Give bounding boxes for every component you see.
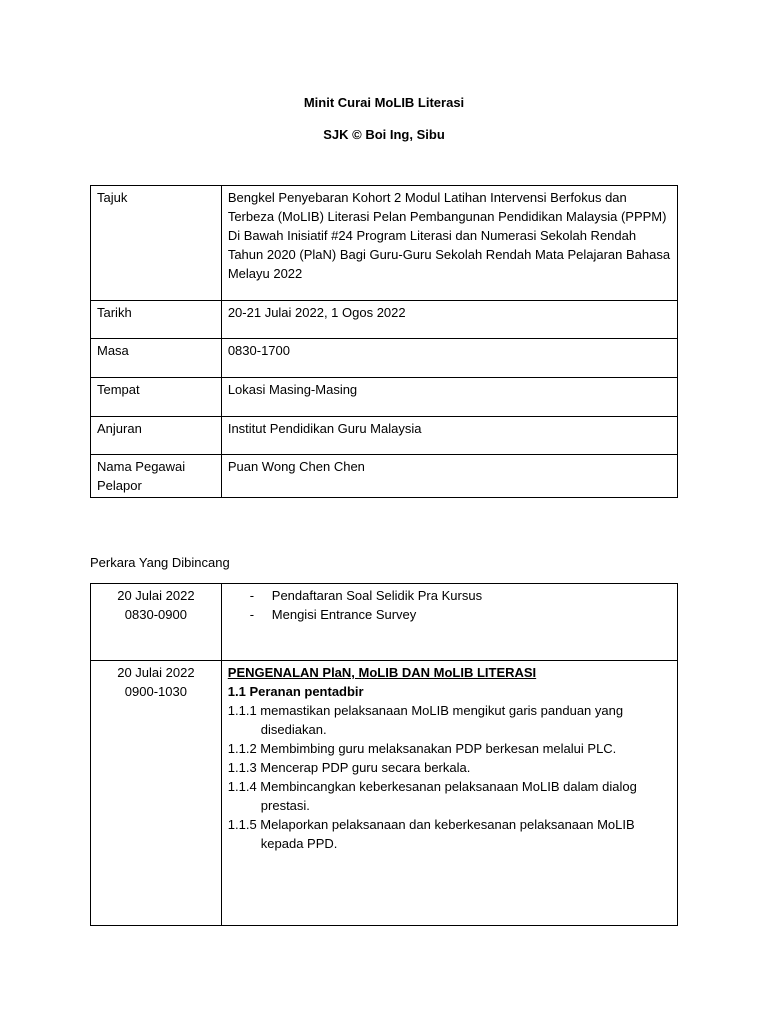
numbered-item: 1.1.4 Membincangkan keberkesanan pelaksanaan MoLIB dalam dialog prestasi. xyxy=(227,779,637,813)
agenda-table xyxy=(90,583,678,926)
date-cell xyxy=(91,584,222,661)
numbered-item: 1.1.1 memastikan pelaksanaan MoLIB mengikut garis panduan yang disediakan. xyxy=(227,703,624,737)
value-cell: Lokasi Masing-Masing xyxy=(221,378,677,417)
table-row xyxy=(91,455,678,498)
bullet-list xyxy=(228,586,671,624)
label-cell: Anjuran xyxy=(91,417,222,455)
label-cell: Masa xyxy=(91,339,222,378)
time-text: 0900-1030 xyxy=(124,684,187,699)
table-row xyxy=(91,378,678,417)
label-cell: Nama Pegawai Pelapor xyxy=(91,455,222,498)
list-item-text: Mengisi Entrance Survey xyxy=(271,607,417,622)
section-title: PENGENALAN PlaN, MoLIB DAN MoLIB LITERASI xyxy=(227,665,537,680)
label-cell: Tajuk xyxy=(91,186,222,301)
content-cell xyxy=(221,584,677,661)
date-text: 20 Julai 2022 xyxy=(117,588,195,603)
value-cell: 0830-1700 xyxy=(221,339,677,378)
numbered-item: 1.1.5 Melaporkan pelaksanaan dan keberkesanan pelaksanaan MoLIB kepada PPD. xyxy=(227,817,635,851)
table-row xyxy=(91,339,678,378)
value-cell: 20-21 Julai 2022, 1 Ogos 2022 xyxy=(221,301,677,339)
info-table xyxy=(90,185,678,498)
dash-bullet: - xyxy=(249,607,255,622)
list-item xyxy=(228,605,671,624)
dash-bullet: - xyxy=(249,588,255,603)
value-cell: Bengkel Penyebaran Kohort 2 Modul Latihan Intervensi Berfokus dan Terbeza (MoLIB) Literasi Pelan Pembangunan Pendidikan Malaysia (PPPM) Di Bawah Inisiatif #24 Program Literasi dan Numerasi Sekolah Rendah Tahun 2020 (PlaN) Bagi Guru-Guru Sekolah Rendah Mata Pelajaran Bahasa Melayu 2022 xyxy=(221,186,677,301)
numbered-item: 1.1.3 Mencerap PDP guru secara berkala. xyxy=(227,760,471,775)
numbered-item: 1.1.2 Membimbing guru melaksanakan PDP berkesan melalui PLC. xyxy=(227,741,617,756)
value-cell: Institut Pendidikan Guru Malaysia xyxy=(221,417,677,455)
school-name: SJK © Boi Ing, Sibu xyxy=(323,127,445,142)
content-cell xyxy=(221,661,677,926)
date-cell xyxy=(91,661,222,926)
label-cell: Tempat xyxy=(91,378,222,417)
table-row xyxy=(91,661,678,926)
value-cell: Puan Wong Chen Chen xyxy=(221,455,677,498)
section-heading: Perkara Yang Dibincang xyxy=(90,555,230,570)
table-row xyxy=(91,584,678,661)
subsection-title: 1.1 Peranan pentadbir xyxy=(227,684,364,699)
date-text: 20 Julai 2022 xyxy=(117,665,195,680)
table-row xyxy=(91,301,678,339)
label-cell: Tarikh xyxy=(91,301,222,339)
time-text: 0830-0900 xyxy=(124,607,187,622)
table-row xyxy=(91,186,678,301)
table-row xyxy=(91,417,678,455)
list-item-text: Pendaftaran Soal Selidik Pra Kursus xyxy=(271,588,483,603)
list-item xyxy=(228,586,671,605)
document-title: Minit Curai MoLIB Literasi xyxy=(303,95,465,110)
